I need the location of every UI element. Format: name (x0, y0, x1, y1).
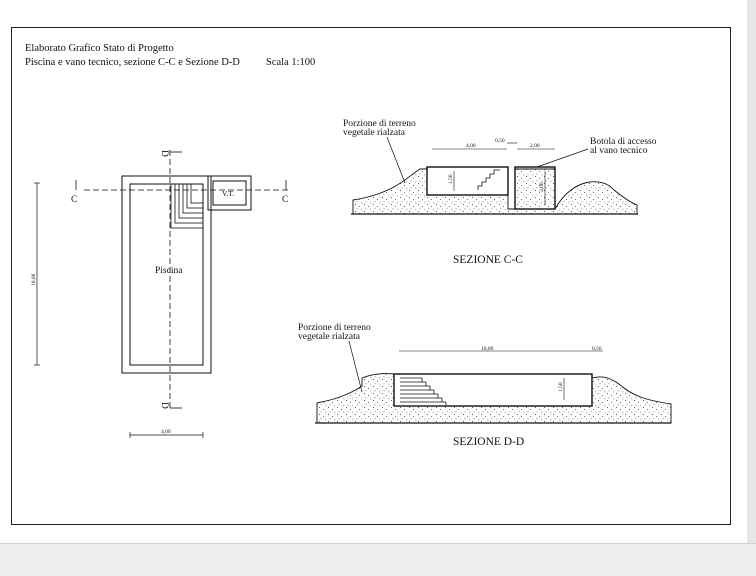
dim-room-cc: 2,00 (530, 143, 540, 149)
section-cc (343, 119, 657, 266)
pool-section-cc (427, 167, 508, 195)
pool-stairs-cc (478, 170, 500, 190)
drawing-scale: Scala 1:100 (266, 57, 316, 68)
pool-label: Piscina (155, 266, 183, 276)
section-d-top-marker: D (159, 150, 169, 157)
dim-length-label: 10,00 (31, 273, 37, 286)
pool-steps (171, 184, 203, 228)
section-c-left-marker: C (71, 195, 78, 205)
dim-width-label: 4,00 (161, 429, 171, 435)
pool-steps-dd (400, 378, 446, 406)
dim-wall-dd: 0,50 (592, 346, 602, 352)
drawing-canvas (12, 28, 730, 524)
section-dd-title: SEZIONE D-D (453, 436, 525, 448)
drawing-sheet (11, 27, 731, 525)
dim-pool-width-cc: 4,00 (466, 143, 476, 149)
vertical-scrollbar[interactable] (747, 0, 756, 543)
dim-pool-length-dd: 10,00 (481, 346, 494, 352)
dim-wall-cc: 0,50 (495, 138, 505, 144)
soil-fill-cc (353, 169, 637, 214)
bottom-bar (0, 543, 756, 576)
drawing-title: Elaborato Grafico Stato di Progetto (25, 43, 174, 54)
soil-note-cc-line1: Porzione di terreno (343, 119, 416, 129)
soil-fill-dd (317, 374, 671, 423)
section-d-bottom-marker: D (159, 402, 169, 409)
soil-note-dd-line2: vegetale rialzata (298, 332, 360, 342)
dim-room-depth-cc: 2,00 (539, 182, 545, 192)
pool-plan (31, 150, 290, 438)
dim-pool-depth-cc: 1,50 (448, 174, 454, 184)
section-cc-title: SEZIONE C-C (453, 254, 523, 266)
section-c-right-marker: C (282, 195, 289, 205)
soil-note-cc-line2: vegetale rialzata (343, 128, 405, 138)
tech-room-label: V.T. (222, 189, 235, 198)
drawing-subtitle: Piscina e vano tecnico, sezione C-C e Sezione D-D (25, 57, 240, 68)
section-dd (298, 323, 671, 448)
dim-depth-dd: 1,50 (558, 382, 564, 392)
soil-note-dd-line1: Porzione di terreno (298, 323, 371, 333)
hatch-note-line1: Botola di accesso (590, 137, 657, 147)
hatch-note-line2: al vano tecnico (590, 146, 648, 156)
